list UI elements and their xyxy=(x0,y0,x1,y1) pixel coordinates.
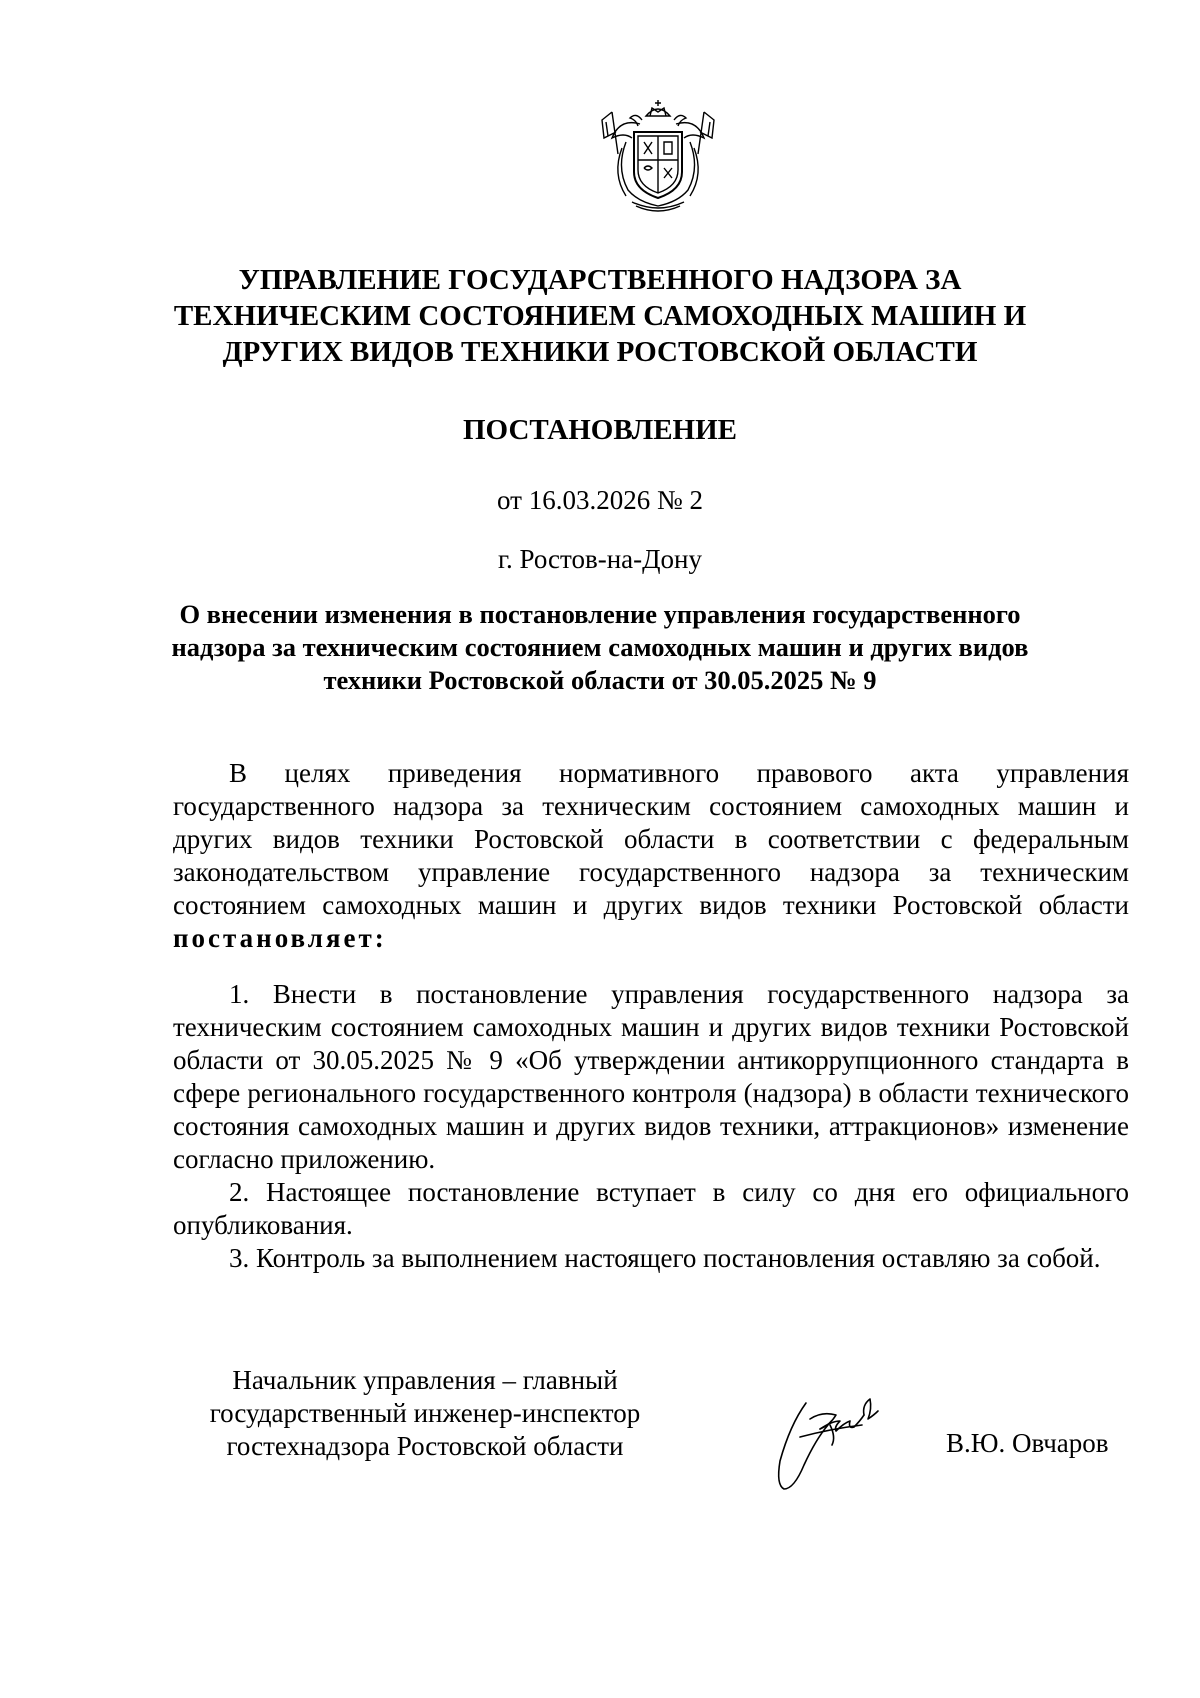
document-type: ПОСТАНОВЛЕНИЕ xyxy=(462,414,737,446)
handwritten-signature-icon xyxy=(770,1385,895,1497)
organization-line: ДРУГИХ ВИДОВ ТЕХНИКИ РОСТОВСКОЙ ОБЛАСТИ xyxy=(222,336,978,368)
document-date-number: от 16.03.2026 № 2 xyxy=(497,485,703,515)
subject-line: техники Ростовской области от 30.05.2025 № 9 xyxy=(323,665,877,695)
resolution-items xyxy=(173,978,1129,1275)
organization-line: ТЕХНИЧЕСКИМ СОСТОЯНИЕМ САМОХОДНЫХ МАШИН И xyxy=(173,300,1027,332)
signer-position-line: Начальник управления – главный xyxy=(232,1365,618,1395)
preamble xyxy=(173,757,1129,955)
subject-line: О внесении изменения в постановление управления государственного xyxy=(179,599,1021,629)
resolution-item: 3. Контроль за выполнением настоящего постановления оставляю за собой. xyxy=(229,1243,1101,1273)
organization-line: УПРАВЛЕНИЕ ГОСУДАРСТВЕННОГО НАДЗОРА ЗА xyxy=(238,264,962,296)
signer-position xyxy=(160,1364,690,1463)
signer-position-line: гостехнадзора Ростовской области xyxy=(226,1431,624,1461)
resolves-word: постановляет: xyxy=(173,923,387,953)
preamble-paragraph xyxy=(173,757,1129,955)
preamble-text: В целях приведения нормативного правового акта управления государственного надзора за техническим состоянием самоходных машин и других видов техники Ростовской области в соответствии с федеральным законодательством управление государственного надзора за техническим состоянием самоходных машин и других видов техники Ростовской области xyxy=(173,758,1129,920)
signer-position-line: государственный инженер-инспектор xyxy=(209,1398,641,1428)
resolution-item: 1. Внести в постановление управления государственного надзора за техническим состоянием самоходных машин и других видов техники Ростовской области от 30.05.2025 № 9 «Об утверждении антикоррупционного стандарта в сфере регионального государственного контроля (надзора) в области технического состояния самоходных машин и других видов техники, аттракционов» изменение согласно приложению. xyxy=(173,979,1129,1174)
document-place: г. Ростов-на-Дону xyxy=(497,544,702,574)
document-subject xyxy=(120,598,1080,697)
resolution-item: 2. Настоящее постановление вступает в силу со дня его официального опубликования. xyxy=(173,1177,1129,1240)
organization-name xyxy=(120,262,1080,370)
subject-line: надзора за техническим состоянием самоходных машин и других видов xyxy=(171,632,1029,662)
coat-of-arms-icon xyxy=(598,98,718,216)
signer-name: В.Ю. Овчаров xyxy=(946,1428,1109,1458)
